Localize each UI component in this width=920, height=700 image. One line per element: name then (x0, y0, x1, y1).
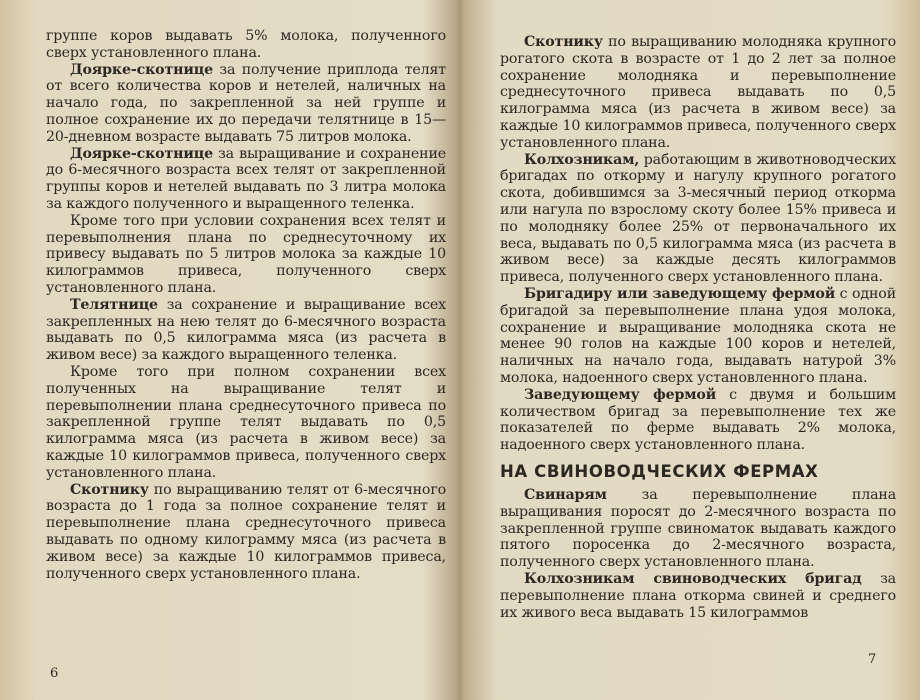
paragraph (500, 387, 896, 454)
paragraph-text: с двумя и большим количеством бригад за перевыполнение тех же показателей по ферме выдавать 2% молока, надоенного сверх установленного плана. (500, 386, 896, 454)
paragraph-lead: Доярке-скотнице (70, 61, 213, 78)
section-heading: НА СВИНОВОДЧЕСКИХ ФЕРМАХ (500, 461, 819, 481)
paragraph-text: за перевыполнение плана выращивания поросят до 2-месячного возраста по закрепленной группе свиноматок выдавать каждого пятого поросенка до 2-месячного возраста, полученного сверх установленного плана. (500, 486, 896, 571)
paragraph (46, 213, 446, 297)
paragraph (500, 286, 896, 387)
pig-section-paragraphs (500, 487, 896, 621)
paragraph (46, 146, 446, 213)
right-page-text (500, 34, 896, 621)
paragraph-text: группе коров выдавать 5% молока, полученного сверх установленного плана. (46, 28, 446, 61)
paragraph (500, 571, 896, 621)
paragraph-text: Кроме того при полном сохранении всех полученных на выращивание телят и перевыполнении плана среднесуточного привеса по закрепленной группе телят выдавать по 0,5 килограмма мяса (из расчета в живом весе) за каждые 10 килограммов привеса, полученного сверх установленного плана. (46, 363, 446, 481)
paragraph-lead: Доярке-скотнице (70, 145, 213, 162)
paragraph (46, 297, 446, 364)
paragraph-lead: Колхозникам, (524, 151, 640, 168)
paragraph (500, 34, 896, 152)
paragraph-lead: Свинарям (524, 486, 607, 503)
paragraph-lead: Скотнику (70, 481, 149, 498)
page-number-right: 7 (868, 652, 877, 667)
paragraph (500, 487, 896, 571)
paragraph-text: за перевыполнение плана откорма свиней и среднего их живого веса выдавать 15 килограммов (500, 570, 896, 621)
paragraph-lead: Скотнику (524, 34, 603, 50)
paragraph (500, 152, 896, 286)
paragraph (46, 482, 446, 583)
paragraph-lead: Заведующему фермой (524, 386, 717, 403)
paragraph-lead: Бригадиру или заведующему фермой (524, 285, 836, 302)
cattle-section-paragraphs (500, 34, 896, 454)
left-page (0, 0, 458, 700)
paragraph-text: за выращивание и сохранение до 6-месячного возраста всех телят от закрепленной группы коров и нетелей выдавать по 3 литра молока за каждого полученного и выращенного теленка. (46, 145, 446, 212)
paragraph-text: по выращиванию телят от 6-месячного возраста до 1 года за полное сохранение телят и перевыполнение плана среднесуточного привеса выдавать по одному килограмму мяса (из расчета в живом весе) за каждые 10 килограммов привеса, полученного сверх установленного плана. (46, 481, 446, 582)
paragraph (46, 28, 446, 62)
left-page-text (46, 28, 446, 582)
right-page (462, 0, 920, 700)
paragraph-text: за сохранение и выращивание всех закрепленных на нею телят до 6-месячного возраста выдавать по 0,5 килограмма мяса (из расчета в живом весе) за каждого выращенного теленка. (46, 296, 446, 364)
paragraph (46, 62, 446, 146)
paragraph-text: за получение приплода телят от всего количества коров и нетелей, наличных на начало года, по закрепленной за ней группе и полное сохранение их до передачи телятнице в 15—20-дневном возрасте выдавать 75 литров молока. (46, 61, 446, 145)
page-number-left: 6 (50, 666, 59, 681)
paragraph (46, 364, 446, 482)
paragraph-text: с одной бригадой за перевыполнение плана удоя молока, сохранение и выращивание молодняка скота не менее 90 голов на каждые 100 коров и нетелей, наличных на начало года, выдавать натурой 3% молока, надоенного сверх установленного плана. (500, 285, 896, 386)
paragraph-lead: Телятнице (70, 296, 158, 313)
paragraph-text: работающим в животноводческих бригадах по откорму и нагулу крупного рогатого скота, добившимся за 3-месячный период откорма или нагула по взрослому скоту более 15% привеса и по молодняку более 25% от первоначального их веса, выдавать по 0,5 килограмма мяса (из расчета в живом весе) за каждые десять килограммов привеса, полученного сверх установленного плана. (500, 151, 896, 286)
paragraph-text: Кроме того при условии сохранения всех телят и перевыполнения плана по среднесуточному их привесу выдавать по 5 литров молока за каждые 10 килограммов привеса, полученного сверх установленного плана. (46, 212, 446, 296)
paragraph-text: по выращиванию молодняка крупного рогатого скота в возрасте от 1 до 2 лет за полное сохранение молодняка и перевыполнение среднесуточного привеса выдавать по 0,5 килограмма мяса (из расчета в живом весе) за каждые 10 килограммов привеса, полученного сверх установленного плана. (500, 34, 896, 151)
paragraph-lead: Колхозникам свиноводческих бригад (524, 570, 862, 587)
